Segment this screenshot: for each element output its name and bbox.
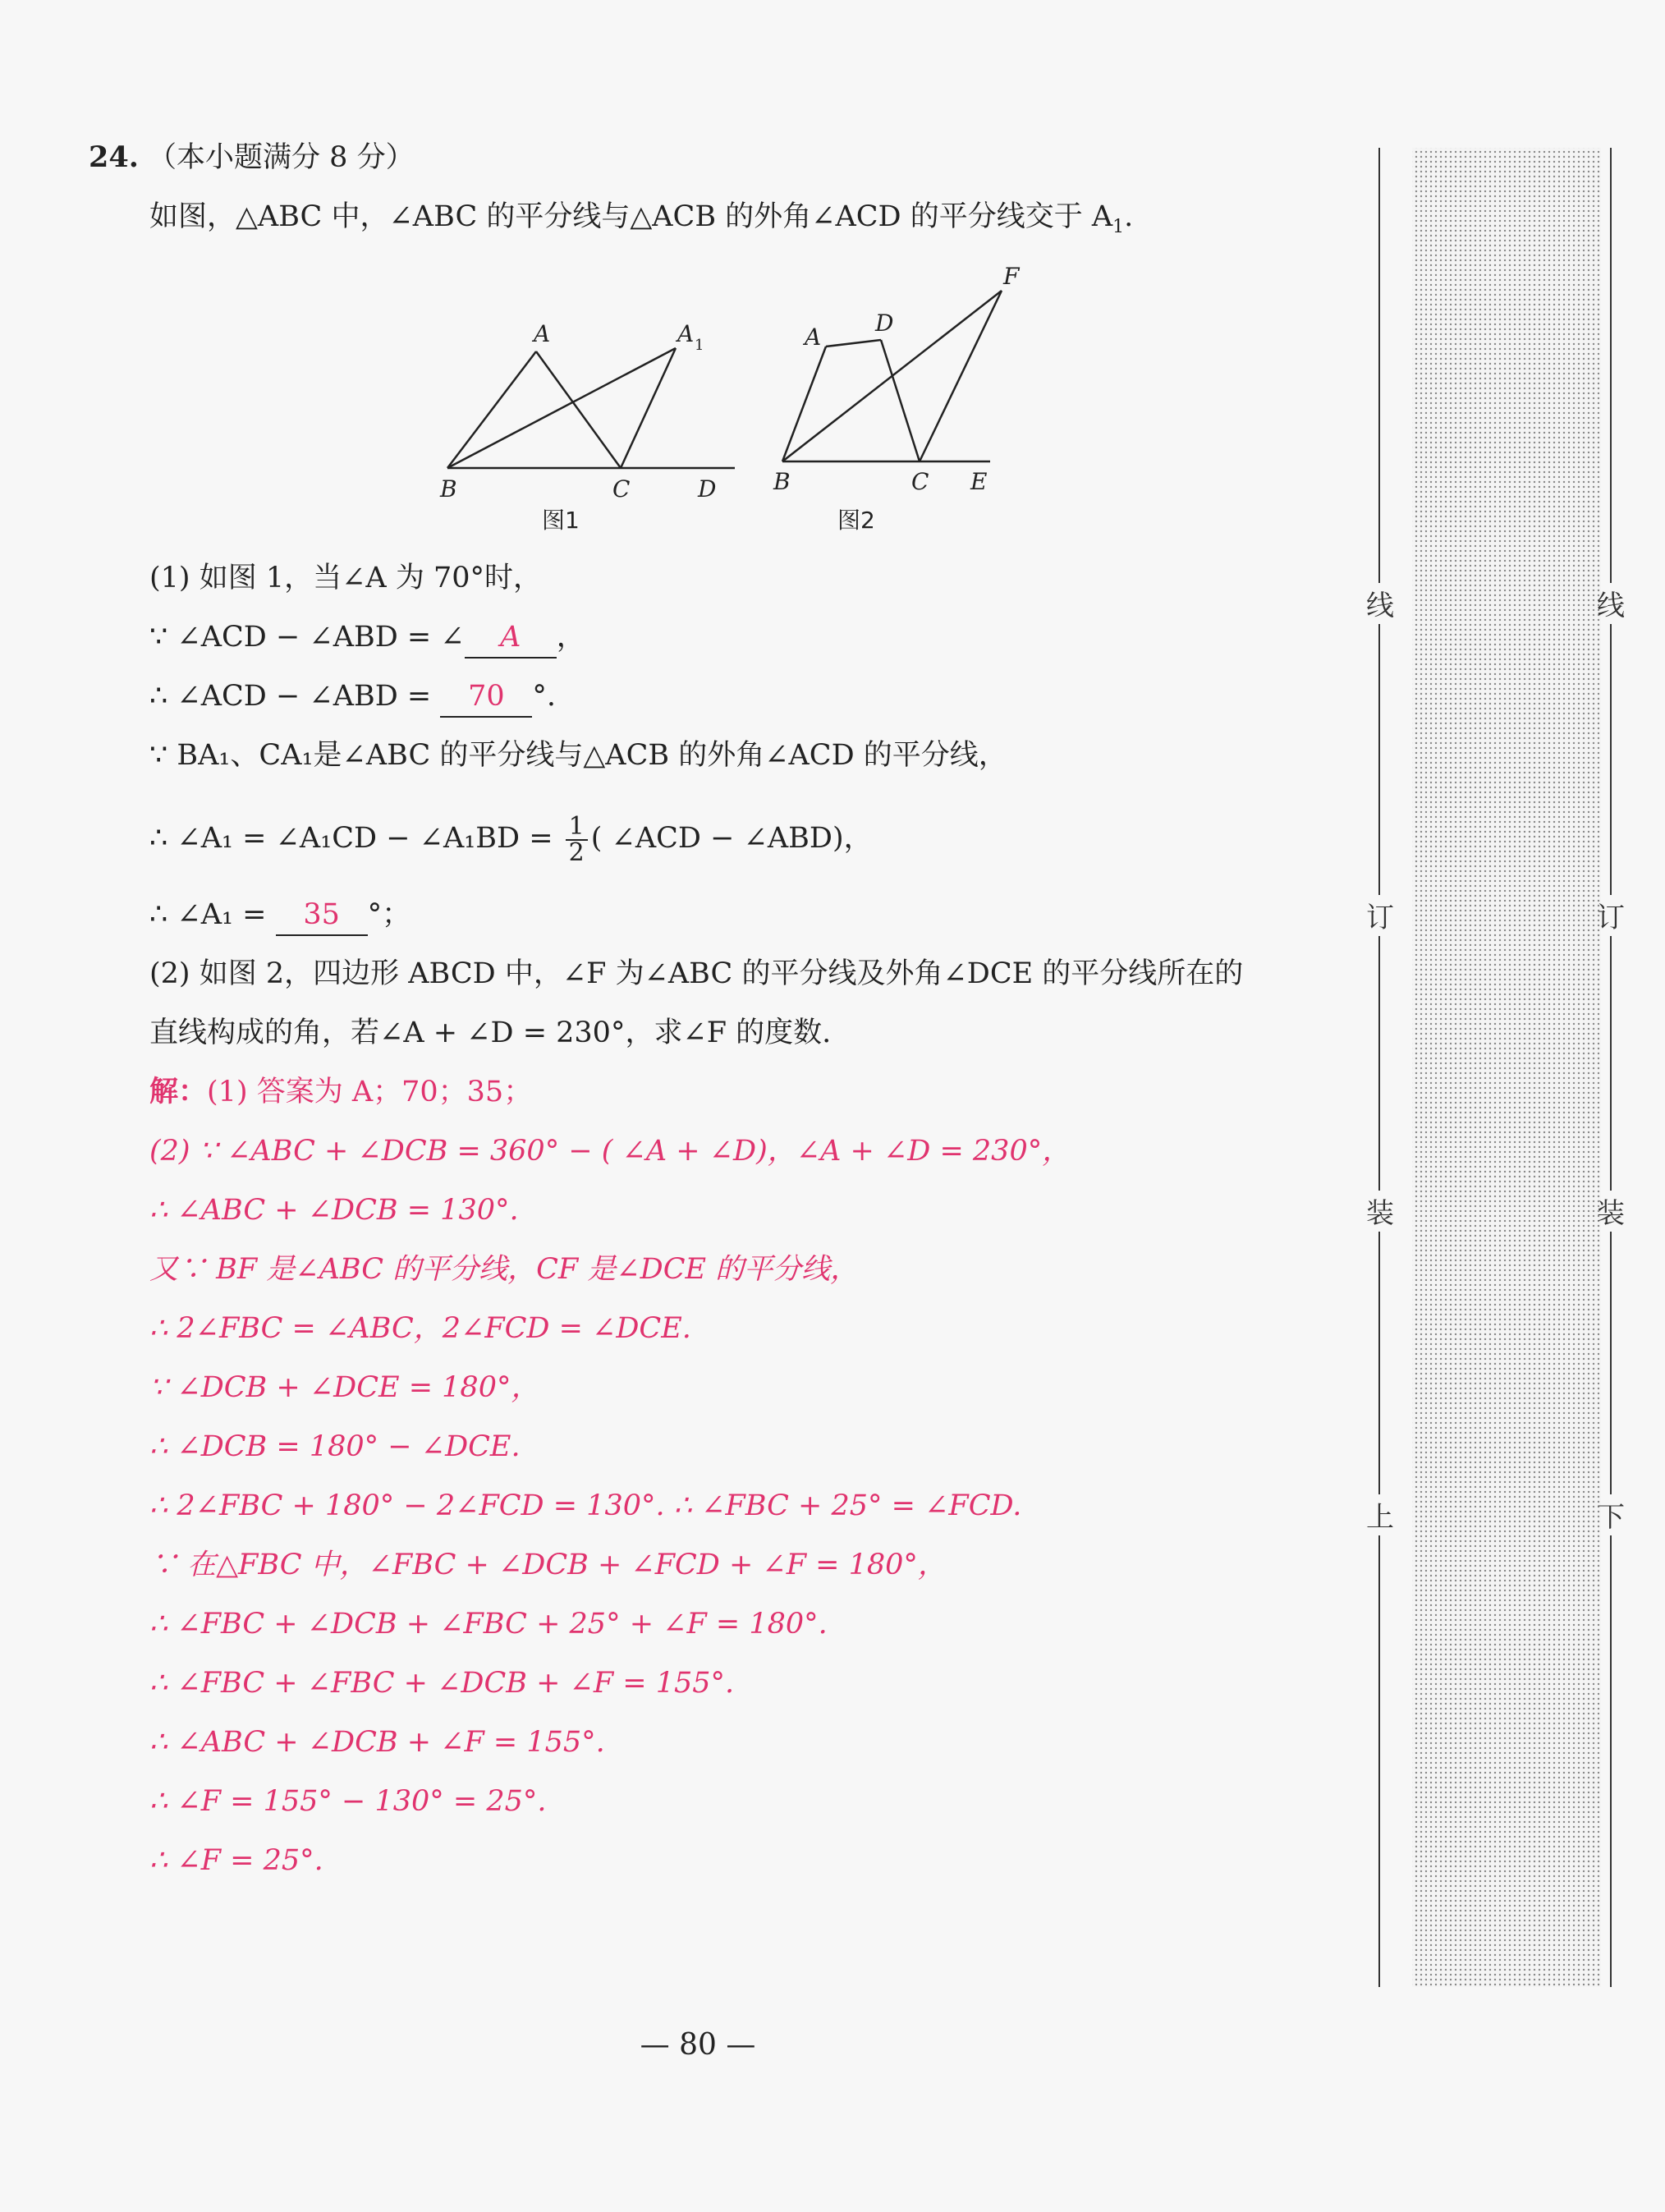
part1-line-2-post: ， [556,621,585,654]
part2-line-1: (2) 如图 2，四边形 ABCD 中，∠F 为∠ABC 的平分线及外角∠DCE 的平分线所在的 [149,957,1244,990]
part1-line-2 [149,617,585,659]
solution-line-6: ∴ ∠DCB = 180° − ∠DCE. [149,1430,521,1463]
part1-line-6-post: °； [367,898,411,931]
fig1-label-b: B [440,475,457,503]
solution-line-11: ∴ ∠ABC + ∠DCB + ∠F = 155°. [149,1726,605,1759]
margin-left-char-0: 线 [1366,590,1394,622]
solution-line-2: ∴ ∠ABC + ∠DCB = 130°. [149,1194,519,1227]
binding-margin [1355,140,1617,1995]
part1-line-6-pre: ∴ ∠A₁ = [149,898,267,931]
fig1-label-c: C [612,475,631,503]
figure-2 [755,255,1034,542]
part1-blank-3: 35 [276,895,368,936]
fraction-half [566,811,588,867]
part1-line-6 [149,895,411,936]
part1-line-3-pre: ∴ ∠ACD − ∠ABD = [149,680,432,713]
fig1-caption: 图1 [542,507,580,534]
fraction-denominator: 2 [568,838,585,867]
margin-left-char-1: 订 [1366,902,1394,934]
solution-line-4: ∴ 2∠FBC = ∠ABC，2∠FCD = ∠DCE. [149,1312,691,1345]
solution-label: 解： [149,1075,208,1108]
fig1-line-ac [536,351,621,468]
solution-line-13: ∴ ∠F = 25°. [149,1844,323,1877]
fig1-label-a1-sub: 1 [695,337,704,354]
fig2-label-b: B [773,468,791,495]
fig2-line-cf [920,291,1002,461]
solution-line-5: ∵ ∠DCB + ∠DCE = 180°， [149,1371,540,1404]
fig2-label-a: A [805,324,822,351]
margin-right-char-2: 装 [1597,1197,1625,1230]
fig2-label-f: F [1003,263,1020,290]
fig1-line-ba1 [447,348,676,468]
figure-1 [427,312,755,542]
fig1-label-d: D [698,475,717,503]
solution-line-10: ∴ ∠FBC + ∠FBC + ∠DCB + ∠F = 155°. [149,1667,735,1700]
solution-line-7: ∴ 2∠FBC + 180° − 2∠FCD = 130°. ∴ ∠FBC + 25° = ∠FCD. [149,1489,1022,1522]
question-points: （本小题满分 8 分） [148,141,415,174]
solution-line-9: ∴ ∠FBC + ∠DCB + ∠FBC + 25° + ∠F = 180°. [149,1608,828,1641]
fig2-line-ad [826,340,881,346]
solution-text-0: (1) 答案为 A；70；35； [207,1076,533,1108]
fig2-label-c: C [911,468,929,495]
part1-blank-1: A [465,617,557,659]
page-number: — 80 — [640,2028,756,2062]
question-intro-sub: 1 [1112,217,1125,237]
fig1-line-ca1 [621,348,676,468]
part1-line-5-pre: ∴ ∠A₁ = ∠A₁CD − ∠A₁BD = [149,822,553,855]
solution-line-3: 又∵ BF 是∠ABC 的平分线，CF 是∠DCE 的平分线， [149,1253,860,1286]
question-intro-end: . [1124,200,1134,233]
fraction-numerator: 1 [566,815,588,841]
margin-right-char-1: 订 [1597,902,1625,934]
part1-blank-2: 70 [440,677,532,718]
fig1-label-a1: A [677,320,695,347]
part1-line-1: (1) 如图 1，当∠A 为 70°时， [149,562,542,594]
fig2-label-e: E [970,468,988,495]
margin-left-char-3: 上 [1366,1501,1394,1534]
solution-line-8: ∵ 在△FBC 中，∠FBC + ∠DCB + ∠FCD + ∠F = 180°， [149,1549,947,1581]
question-header [89,138,415,177]
part1-line-2-pre: ∵ ∠ACD − ∠ABD = ∠ [149,621,465,654]
margin-right-char-3: 下 [1597,1501,1625,1534]
part2-line-2: 直线构成的角，若∠A + ∠D = 230°，求∠F 的度数. [149,1017,832,1049]
part1-line-3 [149,677,556,718]
part1-line-3-post: °. [532,680,557,713]
dotted-strip [1412,148,1601,1987]
question-intro-text: 如图，△ABC 中，∠ABC 的平分线与△ACB 的外角∠ACD 的平分线交于 A [149,200,1113,233]
fig1-line-ba [447,351,536,468]
part1-line-5 [149,810,873,867]
solution-line-1: (2) ∵ ∠ABC + ∠DCB = 360° − ( ∠A + ∠D)，∠A + ∠D = 230°， [149,1135,1071,1168]
part1-line-5-post: ( ∠ACD − ∠ABD)， [590,822,873,855]
margin-left-char-2: 装 [1366,1197,1394,1230]
question-number: 24. [89,140,139,174]
fig2-label-d: D [875,310,894,337]
part1-line-4: ∵ BA₁、CA₁是∠ABC 的平分线与△ACB 的外角∠ACD 的平分线， [149,739,1007,772]
fig1-label-a: A [534,320,551,347]
solution-line-12: ∴ ∠F = 155° − 130° = 25°. [149,1785,547,1818]
fig2-caption: 图2 [837,507,875,534]
question-intro [149,197,1133,247]
solution-line-0 [149,1072,532,1112]
margin-right-char-0: 线 [1597,590,1625,622]
